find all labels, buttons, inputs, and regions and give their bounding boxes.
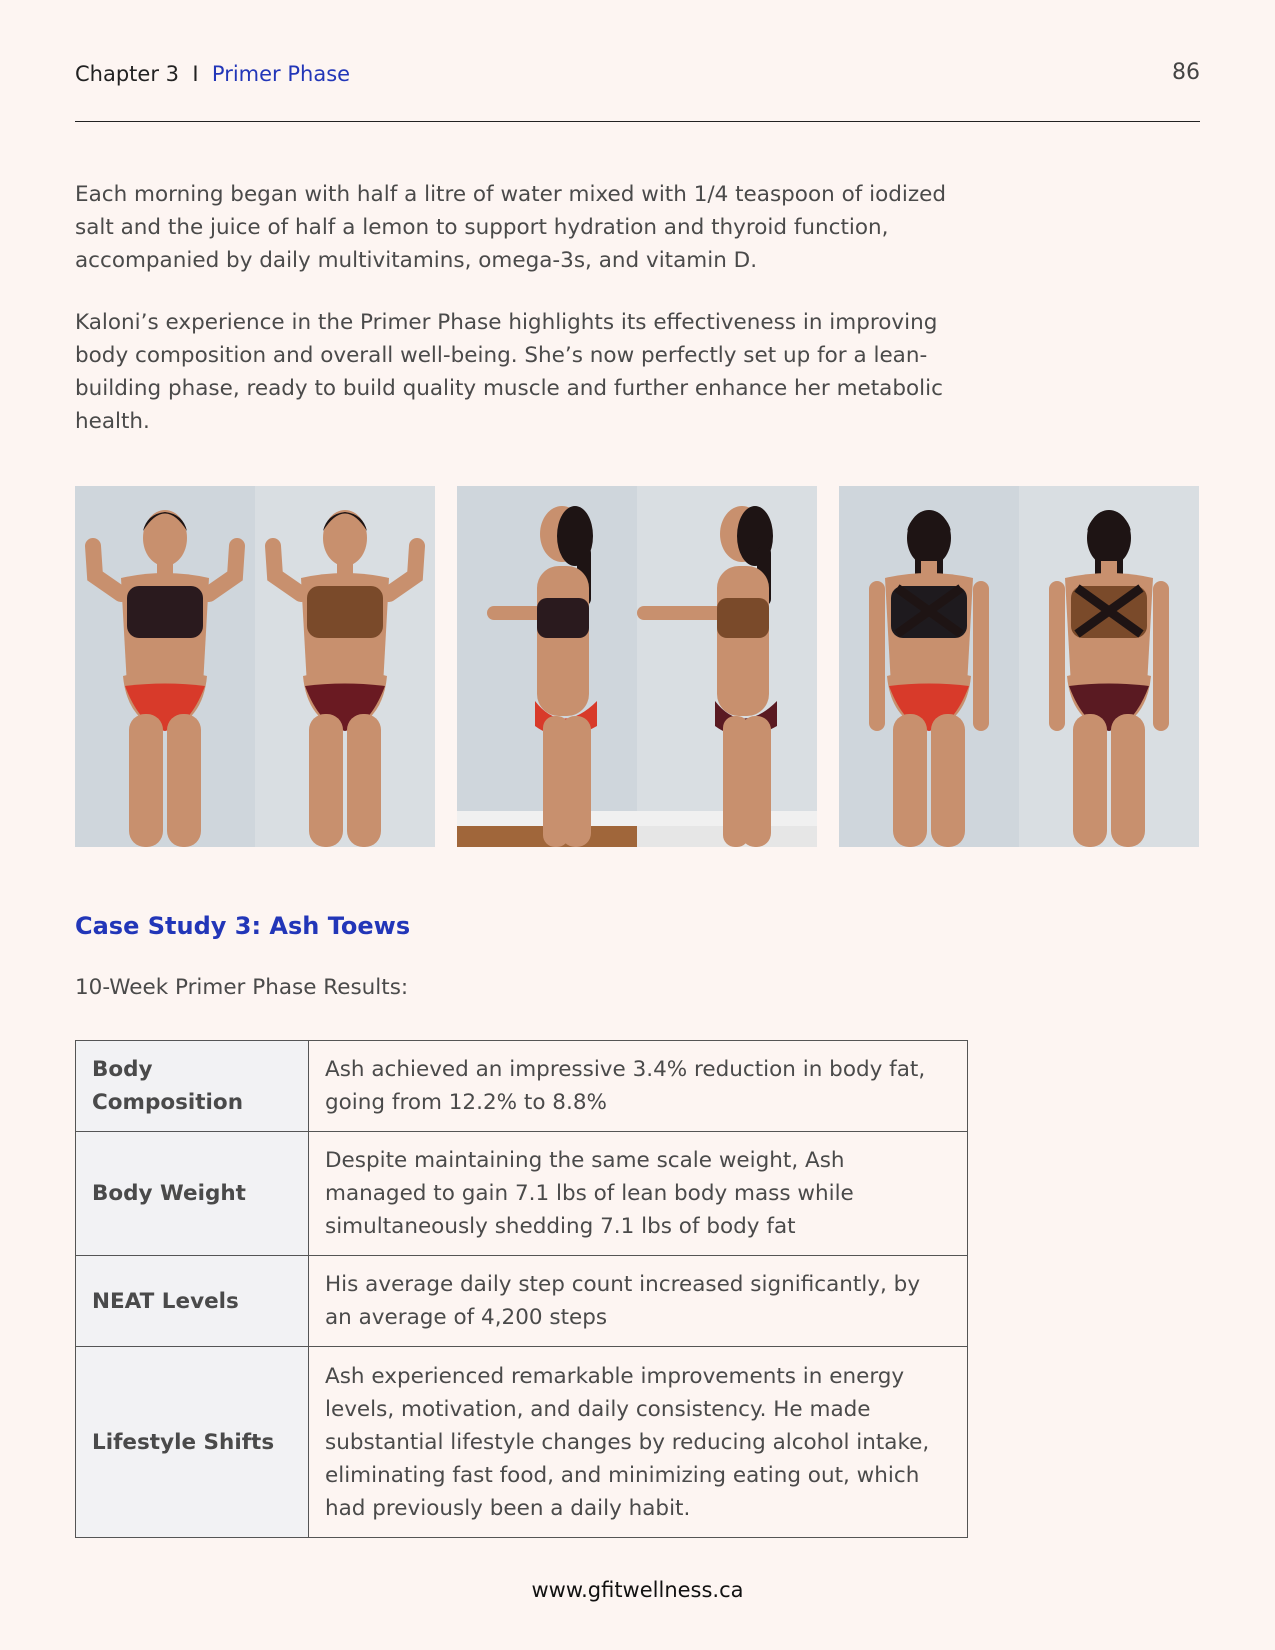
chapter-phase: Primer Phase — [211, 62, 351, 86]
row-label: Body Weight — [76, 1132, 309, 1256]
photo-back-after — [1019, 486, 1199, 847]
photo-figure — [75, 486, 255, 847]
photo-figure — [255, 486, 435, 847]
photo-front-before — [75, 486, 255, 847]
photo-side-after — [637, 486, 817, 847]
page-number: 86 — [1172, 60, 1200, 85]
photo-figure — [637, 486, 817, 847]
row-label: Lifestyle Shifts — [76, 1347, 309, 1538]
page-header — [75, 60, 1200, 92]
photo-back-before — [839, 486, 1019, 847]
photo-figure — [839, 486, 1019, 847]
table-row — [76, 1256, 968, 1347]
case-study-title: Case Study 3: Ash Toews — [75, 912, 411, 940]
progress-photos — [75, 486, 1200, 847]
paragraph-kaloni-experience: Kaloni’s experience in the Primer Phase highlights its effectiveness in improving body composition and overall well-being. She’s now perfectly set up for a lean-building phase, ready to build quality muscle and further enhance her metabolic health. — [75, 310, 943, 434]
chapter-label — [75, 62, 350, 86]
photo-side-before — [457, 486, 637, 847]
row-label: Body Composition — [76, 1041, 309, 1132]
paragraph-hydration: Each morning began with half a litre of water mixed with 1/4 teaspoon of iodized salt and the juice of half a lemon to support hydration and thyroid function, accompanied by daily multivitamins, omega-3s, and vitamin D. — [75, 182, 947, 273]
table-row — [76, 1041, 968, 1132]
row-value: Despite maintaining the same scale weight, Ash managed to gain 7.1 lbs of lean body mass while simultaneously shedding 7.1 lbs of body fat — [309, 1132, 968, 1256]
case-study-subtitle: 10-Week Primer Phase Results: — [75, 975, 409, 1000]
footer-url: www.gfitwellness.ca — [531, 1578, 744, 1602]
row-value: Ash experienced remarkable improvements in energy levels, motivation, and daily consistency. He made substantial lifestyle changes by reducing alcohol intake, eliminating fast food, and minimizing eating out, which had previously been a daily habit. — [309, 1347, 968, 1538]
header-divider — [75, 121, 1200, 122]
row-value: Ash achieved an impressive 3.4% reduction in body fat, going from 12.2% to 8.8% — [309, 1041, 968, 1132]
photo-figure — [1019, 486, 1199, 847]
photo-figure — [457, 486, 637, 847]
row-value: His average daily step count increased significantly, by an average of 4,200 steps — [309, 1256, 968, 1347]
row-label: NEAT Levels — [76, 1256, 309, 1347]
chapter-number: Chapter 3 — [75, 62, 179, 86]
photo-front-after — [255, 486, 435, 847]
results-table — [75, 1040, 968, 1538]
table-row — [76, 1132, 968, 1256]
table-row — [76, 1347, 968, 1538]
header-separator: I — [192, 62, 199, 86]
